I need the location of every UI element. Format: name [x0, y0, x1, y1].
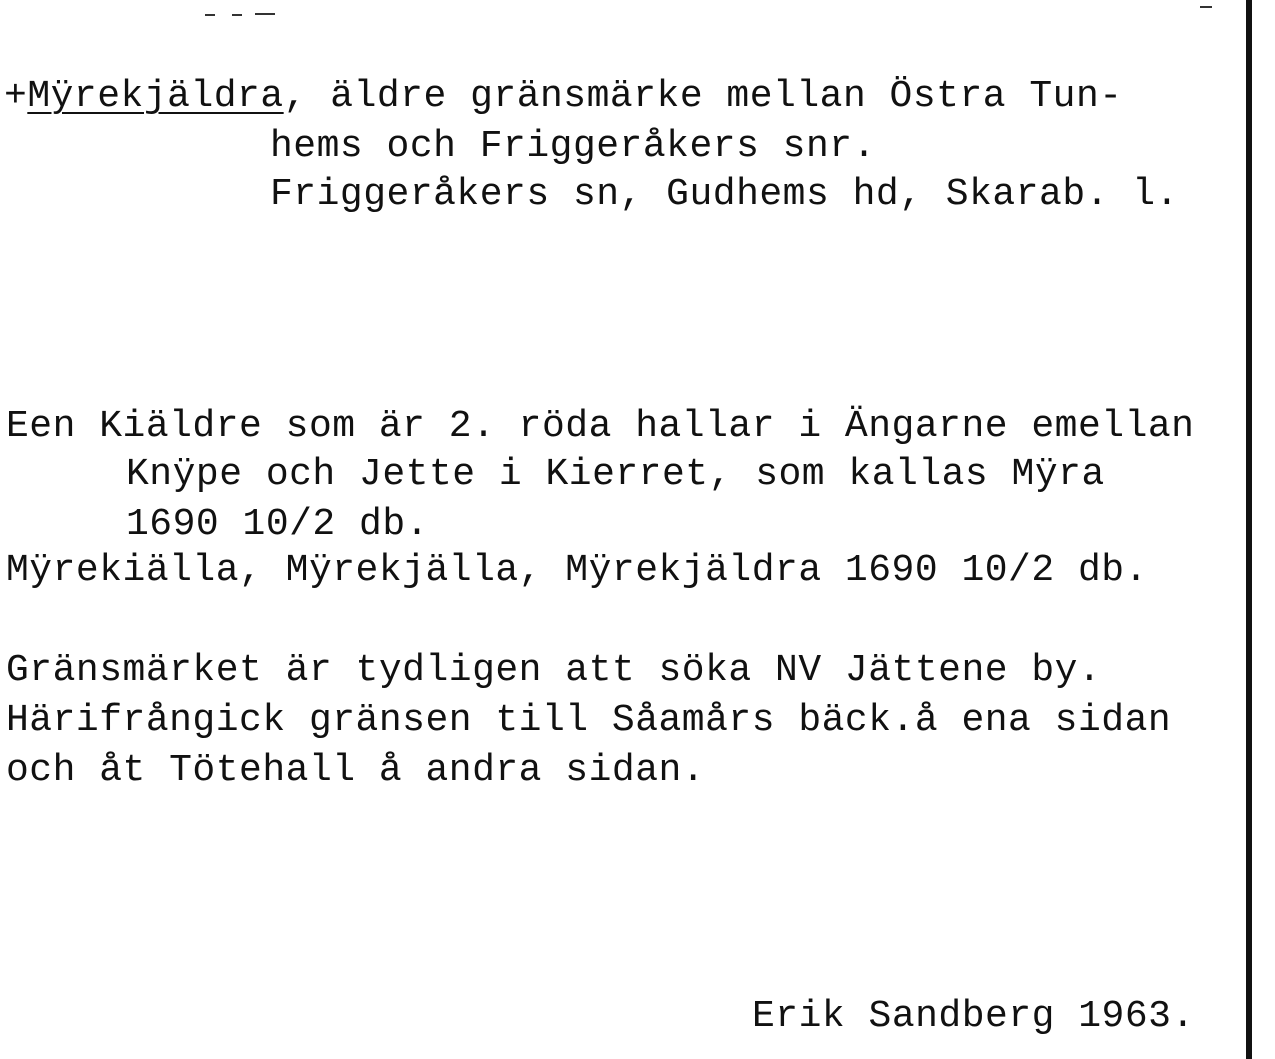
header-line-3: Friggeråkers sn, Gudhems hd, Skarab. l.: [270, 173, 1179, 216]
quote-line-1: Een Kiäldre som är 2. röda hallar i Ängarne emellan: [6, 405, 1195, 448]
signature: Erik Sandberg 1963.: [752, 995, 1195, 1038]
note-line-2: Härifrångick gränsen till Såamårs bäck.å ena sidan: [6, 699, 1172, 742]
header-description: , äldre gränsmärke mellan Östra Tun-: [283, 75, 1123, 118]
scan-speck: [255, 13, 275, 15]
header-line-1: [4, 74, 1123, 120]
note-line-3: och åt Tötehall å andra sidan.: [6, 749, 706, 792]
card-right-edge: [1246, 0, 1252, 1059]
note-line-1: Gränsmärket är tydligen att söka NV Jättene by.: [6, 649, 1102, 692]
headword: Mÿrekjäldra: [27, 75, 284, 118]
forms-line: Mÿrekiälla, Mÿrekjälla, Mÿrekjäldra 1690 10/2 db.: [6, 549, 1148, 592]
quote-line-2: Knÿpe och Jette i Kierret, som kallas Mÿra: [126, 453, 1105, 496]
quote-line-3: 1690 10/2 db.: [126, 503, 429, 546]
scan-speck: [1200, 6, 1212, 8]
header-line-2: hems och Friggeråkers snr.: [270, 125, 876, 168]
marker-plus: +: [4, 75, 28, 118]
scan-speck: [232, 14, 242, 16]
scan-speck: [205, 14, 215, 16]
